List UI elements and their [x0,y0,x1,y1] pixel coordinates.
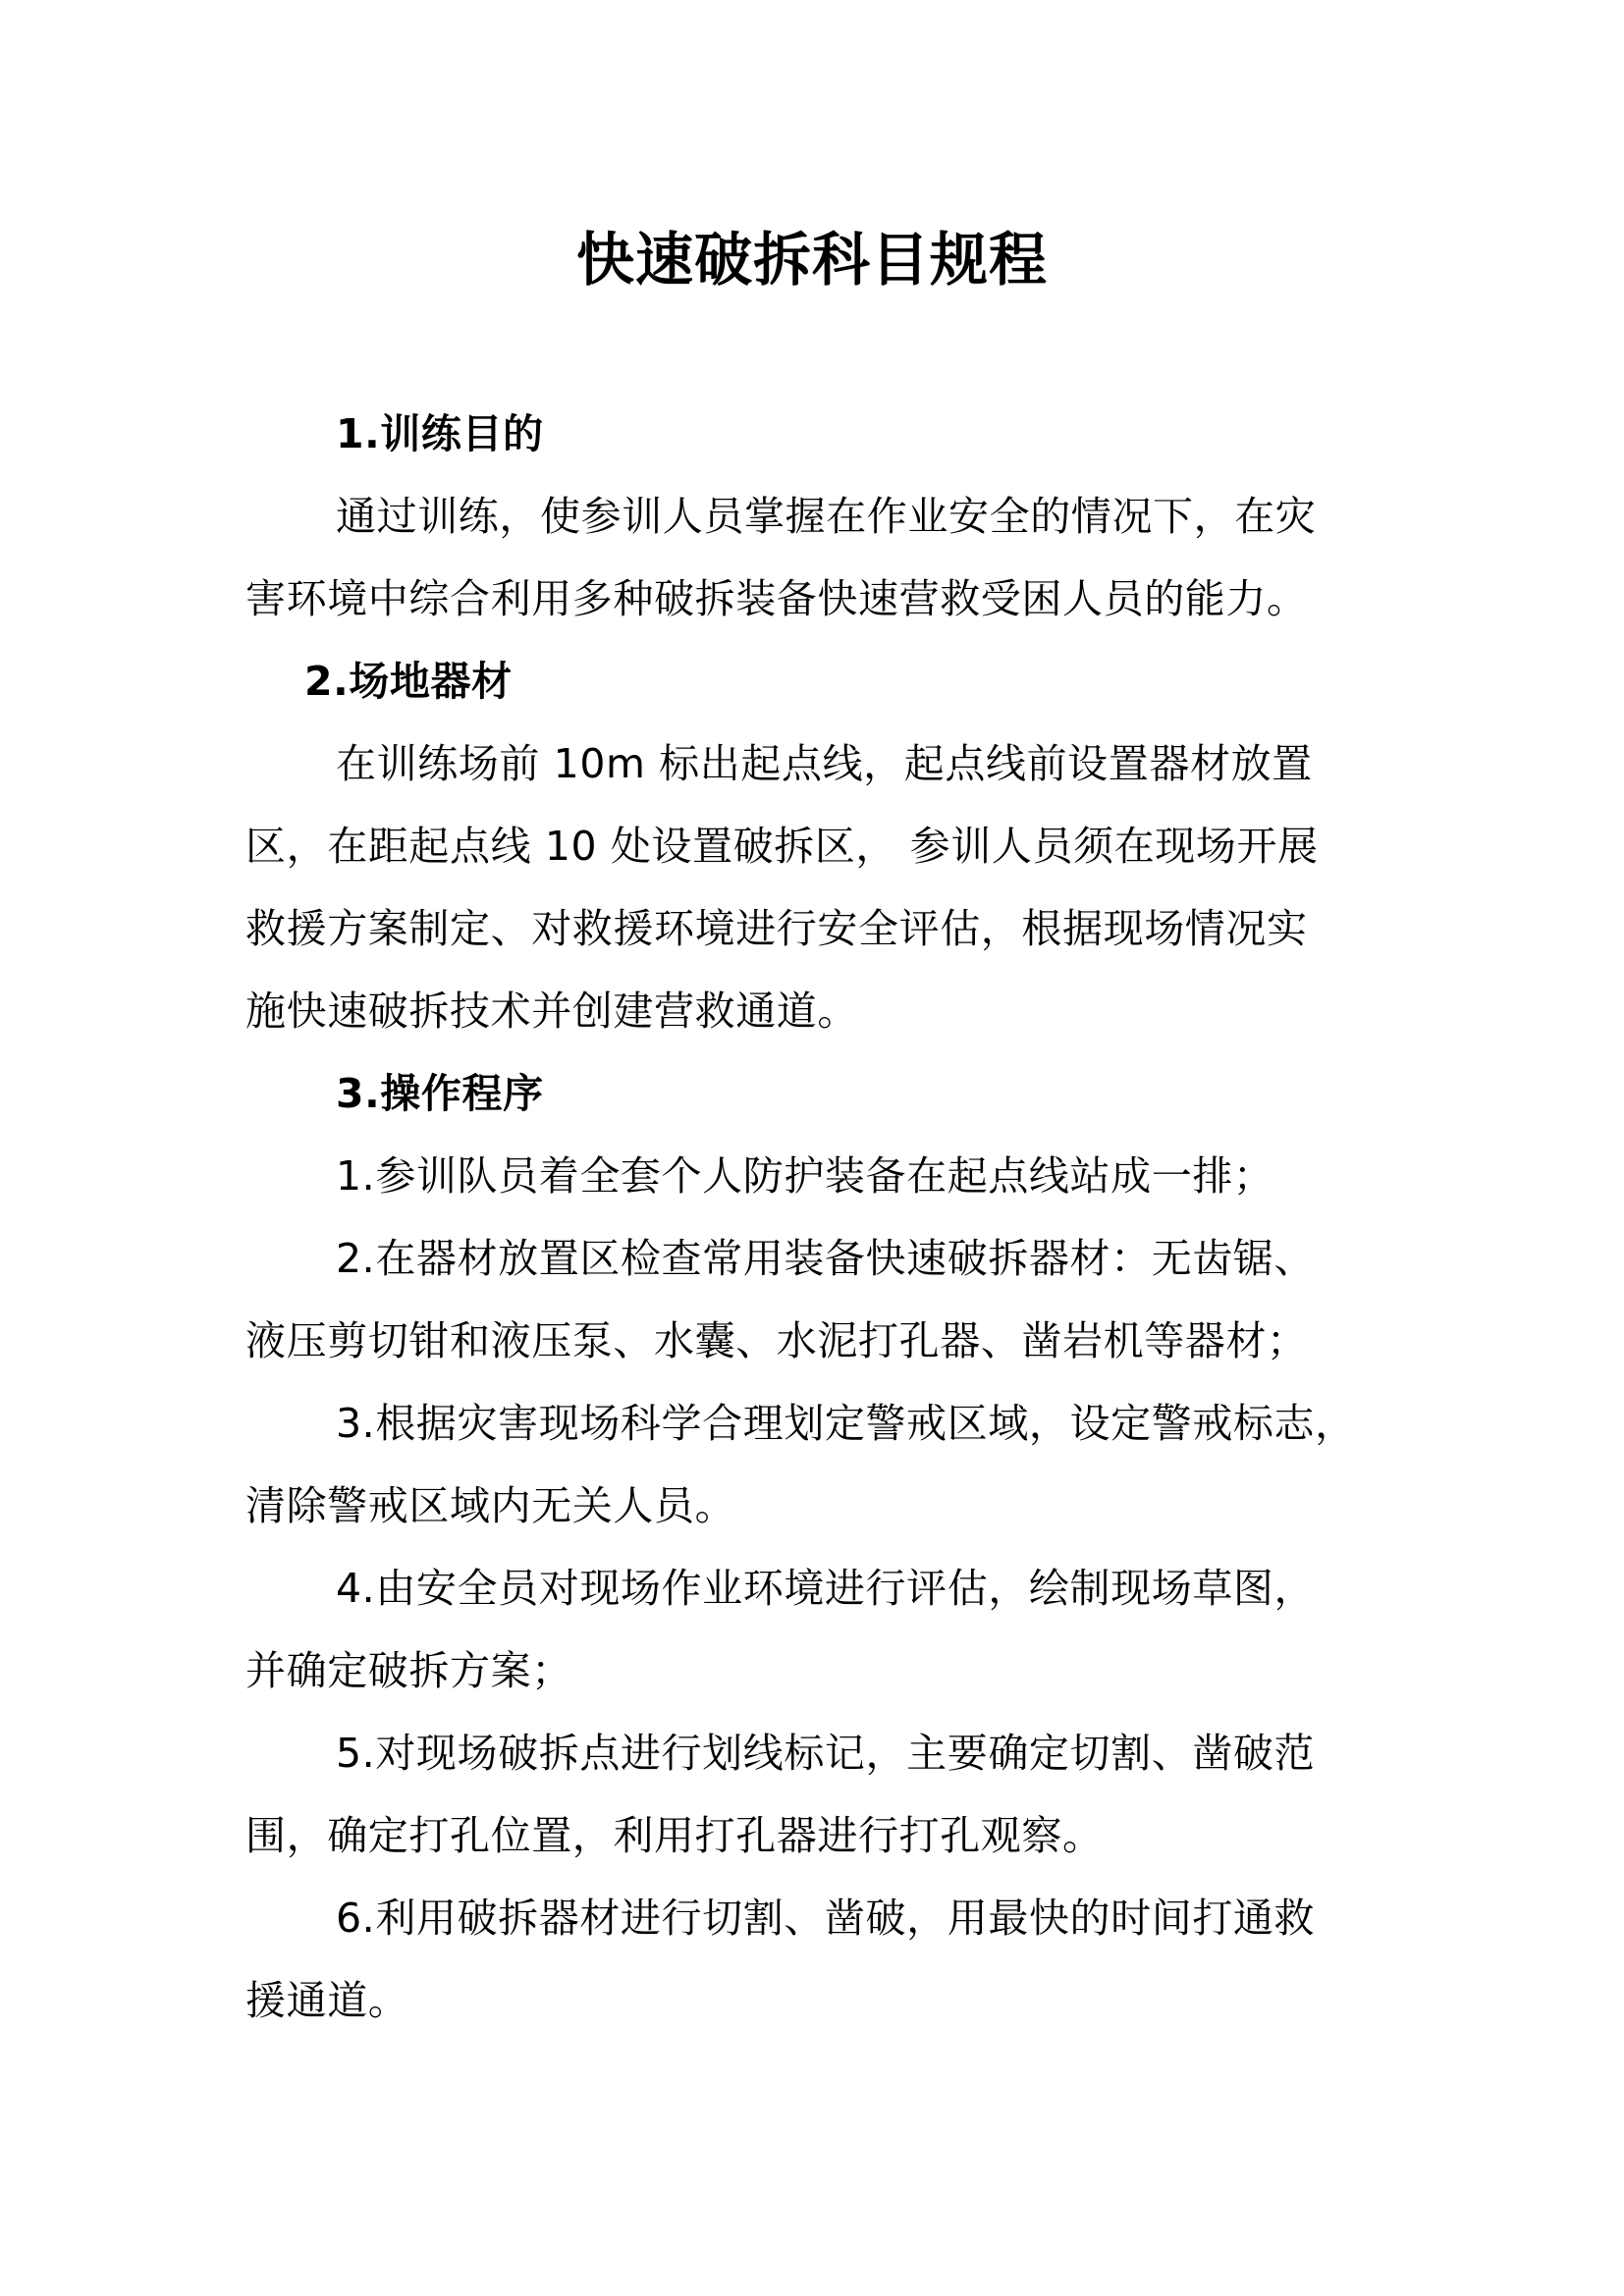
document-body [245,393,1399,2042]
procedure-step-3: 3.根据灾害现场科学合理划定警戒区域，设定警戒标志， [336,1400,1356,1447]
section-heading-operating-procedure: 3.操作程序 [336,1070,544,1117]
paragraph-line: 并确定破拆方案； [245,1647,572,1694]
paragraph-line: 通过训练，使参训人员掌握在作业安全的情况下，在灾 [336,493,1317,540]
paragraph-line: 区，在距起点线 10 处设置破拆区， 参训人员须在现场开展 [245,823,1319,870]
paragraph-line: 施快速破拆技术并创建营救通道。 [245,988,858,1035]
paragraph-line: 清除警戒区域内无关人员。 [245,1482,736,1529]
procedure-step-6: 6.利用破拆器材进行切割、凿破，用最快的时间打通救 [336,1895,1316,1942]
section-heading-site-equipment: 2.场地器材 [304,658,513,705]
procedure-step-5: 5.对现场破拆点进行划线标记，主要确定切割、凿破范 [336,1730,1316,1777]
procedure-step-2: 2.在器材放置区检查常用装备快速破拆器材：无齿锯、 [336,1235,1316,1282]
paragraph-line: 害环境中综合利用多种破拆装备快速营救受困人员的能力。 [245,575,1308,622]
section-heading-training-purpose: 1.训练目的 [336,410,544,457]
procedure-step-1: 1.参训队员着全套个人防护装备在起点线站成一排； [336,1152,1274,1200]
paragraph-line: 救援方案制定、对救援环境进行安全评估，根据现场情况实 [245,905,1308,952]
paragraph-line: 援通道。 [245,1977,409,2024]
page-title: 快速破拆科目规程 [575,226,1048,294]
paragraph-line: 液压剪切钳和液压泵、水囊、水泥打孔器、凿岩机等器材； [245,1317,1308,1364]
paragraph-line: 围，确定打孔位置，利用打孔器进行打孔观察。 [245,1812,1104,1859]
procedure-step-4: 4.由安全员对现场作业环境进行评估，绘制现场草图， [336,1565,1316,1612]
paragraph-line: 在训练场前 10m 标出起点线，起点线前设置器材放置 [336,740,1313,787]
